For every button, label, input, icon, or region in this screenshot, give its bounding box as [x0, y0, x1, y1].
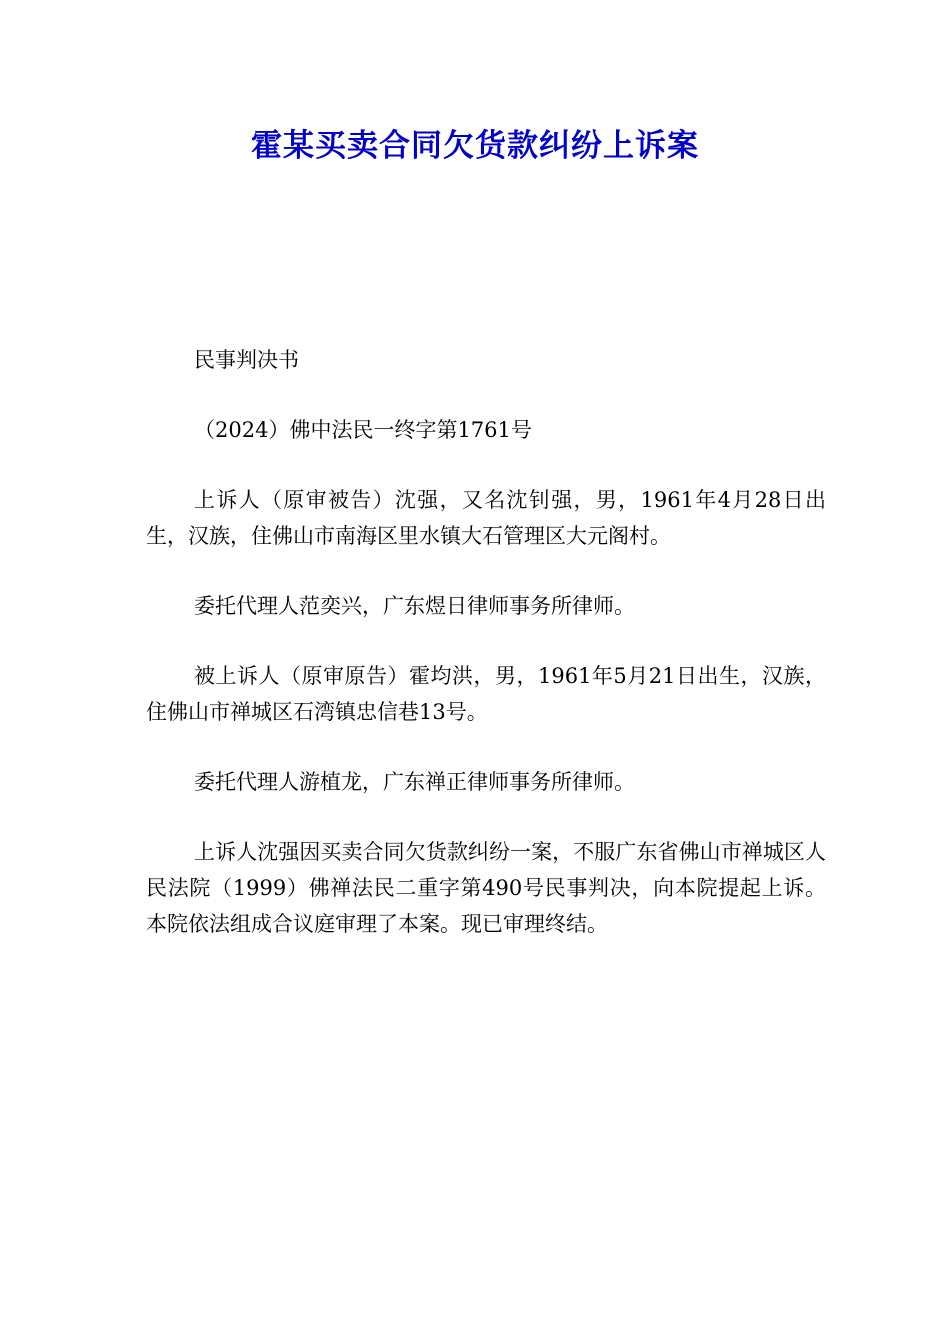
- paragraph-appellant: 上诉人（原审被告）沈强，又名沈钊强，男，1961年4月28日出生，汉族，住佛山市南海区里水镇大石管理区大元阁村。: [146, 488, 826, 548]
- paragraph-appellee-agent: 委托代理人游植龙，广东禅正律师事务所律师。: [194, 770, 635, 794]
- document-body: [146, 342, 826, 976]
- document-title: 霍某买卖合同欠货款纠纷上诉案: [251, 128, 699, 164]
- paragraph-appellant-agent: 委托代理人范奕兴，广东煜日律师事务所律师。: [194, 594, 635, 618]
- paragraph-case-number: （2024）佛中法民一终字第1761号: [194, 418, 532, 442]
- paragraph-case-summary: 上诉人沈强因买卖合同欠货款纠纷一案，不服广东省佛山市禅城区人民法院（1999）佛禅法民二重字第490号民事判决，向本院提起上诉。本院依法组成合议庭审理了本案。现已审理终结。: [146, 840, 826, 936]
- paragraph-heading: 民事判决书: [194, 348, 299, 372]
- paragraph-appellee: 被上诉人（原审原告）霍均洪，男，1961年5月21日出生，汉族，住佛山市禅城区石湾镇忠信巷13号。: [146, 664, 826, 724]
